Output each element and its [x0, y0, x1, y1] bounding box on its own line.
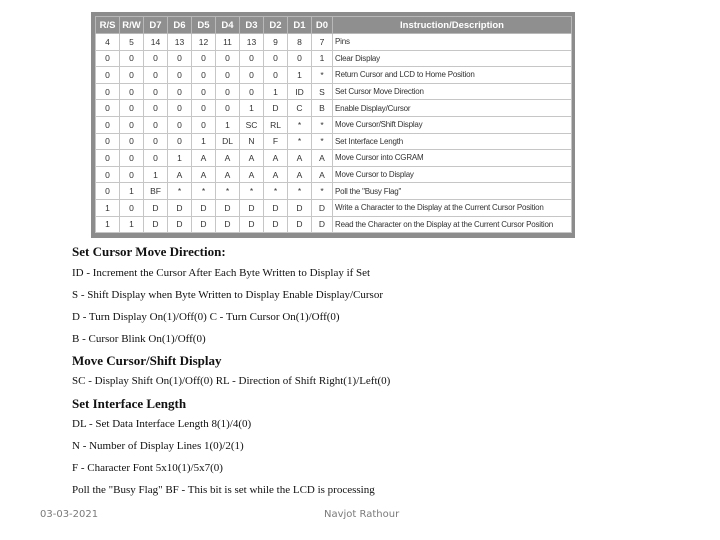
description-cell: Pins: [333, 34, 572, 51]
bit-cell: D: [240, 199, 264, 216]
table-body: [96, 34, 572, 233]
bit-cell: A: [264, 150, 288, 167]
bit-cell: 0: [288, 50, 312, 67]
notes-section: [72, 244, 632, 497]
header-d7: D7: [144, 17, 168, 34]
header-description: Instruction/Description: [333, 17, 572, 34]
bit-cell: A: [240, 166, 264, 183]
bit-cell: SC: [240, 116, 264, 133]
bit-cell: A: [264, 166, 288, 183]
bit-cell: 0: [144, 67, 168, 84]
bit-cell: 0: [96, 100, 120, 117]
description-cell: Read the Character on the Display at the Current Cursor Position: [333, 216, 572, 233]
bit-cell: 0: [96, 83, 120, 100]
bit-cell: 0: [240, 67, 264, 84]
bit-cell: 0: [120, 150, 144, 167]
bit-cell: RL: [264, 116, 288, 133]
bit-cell: 0: [96, 133, 120, 150]
description-cell: Move Cursor to Display: [333, 166, 572, 183]
bit-cell: 0: [144, 50, 168, 67]
description-cell: Move Cursor into CGRAM: [333, 150, 572, 167]
bit-cell: 0: [192, 50, 216, 67]
bit-cell: N: [240, 133, 264, 150]
bit-cell: *: [240, 183, 264, 200]
table-row: [96, 34, 572, 51]
bit-cell: 1: [120, 183, 144, 200]
bit-cell: 1: [120, 216, 144, 233]
header-d2: D2: [264, 17, 288, 34]
s-description: S - Shift Display when Byte Written to Display Enable Display/Cursor: [72, 289, 383, 301]
bit-cell: 1: [192, 133, 216, 150]
bit-cell: ID: [288, 83, 312, 100]
bit-cell: *: [288, 116, 312, 133]
instruction-table: [95, 16, 572, 233]
description-cell: Set Cursor Move Direction: [333, 83, 572, 100]
bit-cell: 1: [264, 83, 288, 100]
bit-cell: D: [264, 199, 288, 216]
bit-cell: 4: [96, 34, 120, 51]
header-rs: R/S: [96, 17, 120, 34]
bit-cell: 0: [264, 67, 288, 84]
bit-cell: 0: [168, 50, 192, 67]
bit-cell: 0: [216, 100, 240, 117]
bit-cell: A: [192, 150, 216, 167]
table-header-row: [96, 17, 572, 34]
bit-cell: D: [216, 216, 240, 233]
bit-cell: S: [312, 83, 333, 100]
bit-cell: 1: [144, 166, 168, 183]
bit-cell: 0: [168, 116, 192, 133]
bit-cell: 0: [168, 133, 192, 150]
table-row: [96, 116, 572, 133]
bit-cell: 0: [96, 116, 120, 133]
bit-cell: 0: [216, 83, 240, 100]
bit-cell: 0: [144, 100, 168, 117]
bit-cell: 0: [168, 67, 192, 84]
bit-cell: D: [264, 100, 288, 117]
table-row: [96, 67, 572, 84]
bit-cell: 0: [216, 50, 240, 67]
bit-cell: 0: [192, 83, 216, 100]
bit-cell: A: [240, 150, 264, 167]
bit-cell: DL: [216, 133, 240, 150]
bit-cell: 0: [240, 50, 264, 67]
bit-cell: 0: [96, 67, 120, 84]
bit-cell: D: [312, 199, 333, 216]
bit-cell: BF: [144, 183, 168, 200]
bit-cell: 13: [240, 34, 264, 51]
table-row: [96, 166, 572, 183]
bit-cell: D: [240, 216, 264, 233]
bit-cell: A: [288, 150, 312, 167]
bit-cell: 0: [120, 83, 144, 100]
bit-cell: *: [192, 183, 216, 200]
bit-cell: 0: [96, 166, 120, 183]
bit-cell: D: [216, 199, 240, 216]
id-description: ID - Increment the Cursor After Each Byte Written to Display if Set: [72, 267, 371, 279]
bit-cell: 0: [120, 100, 144, 117]
bit-cell: 9: [264, 34, 288, 51]
bit-cell: 0: [120, 199, 144, 216]
bit-cell: *: [264, 183, 288, 200]
bit-cell: 0: [120, 166, 144, 183]
bit-cell: 0: [192, 67, 216, 84]
footer-date: 03-03-2021: [40, 509, 99, 520]
bit-cell: 0: [120, 50, 144, 67]
bit-cell: A: [288, 166, 312, 183]
bit-cell: D: [192, 199, 216, 216]
bit-cell: D: [168, 216, 192, 233]
instruction-table-image: [91, 12, 575, 238]
cursor-move-heading: Set Cursor Move Direction:: [72, 244, 226, 259]
description-cell: Poll the "Busy Flag": [333, 183, 572, 200]
bit-cell: *: [312, 183, 333, 200]
bit-cell: 7: [312, 34, 333, 51]
bit-cell: 1: [288, 67, 312, 84]
description-cell: Move Cursor/Shift Display: [333, 116, 572, 133]
description-cell: Write a Character to the Display at the Current Cursor Position: [333, 199, 572, 216]
n-description: N - Number of Display Lines 1(0)/2(1): [72, 440, 244, 452]
header-d3: D3: [240, 17, 264, 34]
bit-cell: *: [288, 133, 312, 150]
bit-cell: D: [312, 216, 333, 233]
bit-cell: 11: [216, 34, 240, 51]
bit-cell: 0: [120, 116, 144, 133]
bit-cell: 0: [144, 116, 168, 133]
bit-cell: 0: [240, 83, 264, 100]
bit-cell: A: [216, 166, 240, 183]
busy-flag-description: Poll the "Busy Flag" BF - This bit is set while the LCD is processing: [72, 484, 375, 496]
bit-cell: 0: [264, 50, 288, 67]
bit-cell: 0: [96, 50, 120, 67]
bit-cell: 0: [144, 133, 168, 150]
description-cell: Clear Display: [333, 50, 572, 67]
table-row: [96, 133, 572, 150]
table-row: [96, 83, 572, 100]
bit-cell: C: [288, 100, 312, 117]
header-d6: D6: [168, 17, 192, 34]
table-row: [96, 216, 572, 233]
table-row: [96, 199, 572, 216]
bit-cell: A: [168, 166, 192, 183]
bit-cell: 12: [192, 34, 216, 51]
table-row: [96, 183, 572, 200]
bit-cell: 1: [216, 116, 240, 133]
bit-cell: D: [144, 199, 168, 216]
header-d5: D5: [192, 17, 216, 34]
bit-cell: 0: [120, 67, 144, 84]
footer-author: Navjot Rathour: [324, 509, 400, 520]
bit-cell: *: [312, 116, 333, 133]
interface-length-heading: Set Interface Length: [72, 396, 187, 411]
bit-cell: *: [216, 183, 240, 200]
header-d1: D1: [288, 17, 312, 34]
description-cell: Return Cursor and LCD to Home Position: [333, 67, 572, 84]
bit-cell: 0: [120, 133, 144, 150]
dl-description: DL - Set Data Interface Length 8(1)/4(0): [72, 418, 252, 430]
header-rw: R/W: [120, 17, 144, 34]
bit-cell: D: [288, 216, 312, 233]
description-cell: Set Interface Length: [333, 133, 572, 150]
bit-cell: 14: [144, 34, 168, 51]
bit-cell: F: [264, 133, 288, 150]
bit-cell: D: [288, 199, 312, 216]
bit-cell: D: [144, 216, 168, 233]
bit-cell: 0: [168, 100, 192, 117]
bit-cell: 0: [144, 150, 168, 167]
bit-cell: 0: [168, 83, 192, 100]
header-d0: D0: [312, 17, 333, 34]
table-row: [96, 100, 572, 117]
bit-cell: 1: [312, 50, 333, 67]
bit-cell: 0: [192, 100, 216, 117]
f-description: F - Character Font 5x10(1)/5x7(0): [72, 462, 223, 474]
bit-cell: 1: [96, 199, 120, 216]
description-cell: Enable Display/Cursor: [333, 100, 572, 117]
table-row: [96, 150, 572, 167]
bit-cell: A: [312, 150, 333, 167]
bit-cell: A: [192, 166, 216, 183]
bit-cell: 5: [120, 34, 144, 51]
bit-cell: D: [192, 216, 216, 233]
bit-cell: D: [264, 216, 288, 233]
bit-cell: B: [312, 100, 333, 117]
bit-cell: *: [312, 133, 333, 150]
bit-cell: 8: [288, 34, 312, 51]
bit-cell: *: [312, 67, 333, 84]
bit-cell: *: [288, 183, 312, 200]
bit-cell: 1: [240, 100, 264, 117]
dc-description: D - Turn Display On(1)/Off(0) C - Turn Cursor On(1)/Off(0): [72, 311, 340, 323]
bit-cell: 0: [192, 116, 216, 133]
bit-cell: 1: [96, 216, 120, 233]
shift-display-heading: Move Cursor/Shift Display: [72, 353, 222, 368]
bit-cell: 0: [216, 67, 240, 84]
bit-cell: A: [216, 150, 240, 167]
bit-cell: *: [168, 183, 192, 200]
bit-cell: 0: [144, 83, 168, 100]
header-d4: D4: [216, 17, 240, 34]
bit-cell: A: [312, 166, 333, 183]
bit-cell: D: [168, 199, 192, 216]
bit-cell: 13: [168, 34, 192, 51]
sc-rl-description: SC - Display Shift On(1)/Off(0) RL - Direction of Shift Right(1)/Left(0): [72, 375, 391, 387]
bit-cell: 1: [168, 150, 192, 167]
bit-cell: 0: [96, 150, 120, 167]
bit-cell: 0: [96, 183, 120, 200]
table-row: [96, 50, 572, 67]
b-description: B - Cursor Blink On(1)/Off(0): [72, 333, 206, 345]
